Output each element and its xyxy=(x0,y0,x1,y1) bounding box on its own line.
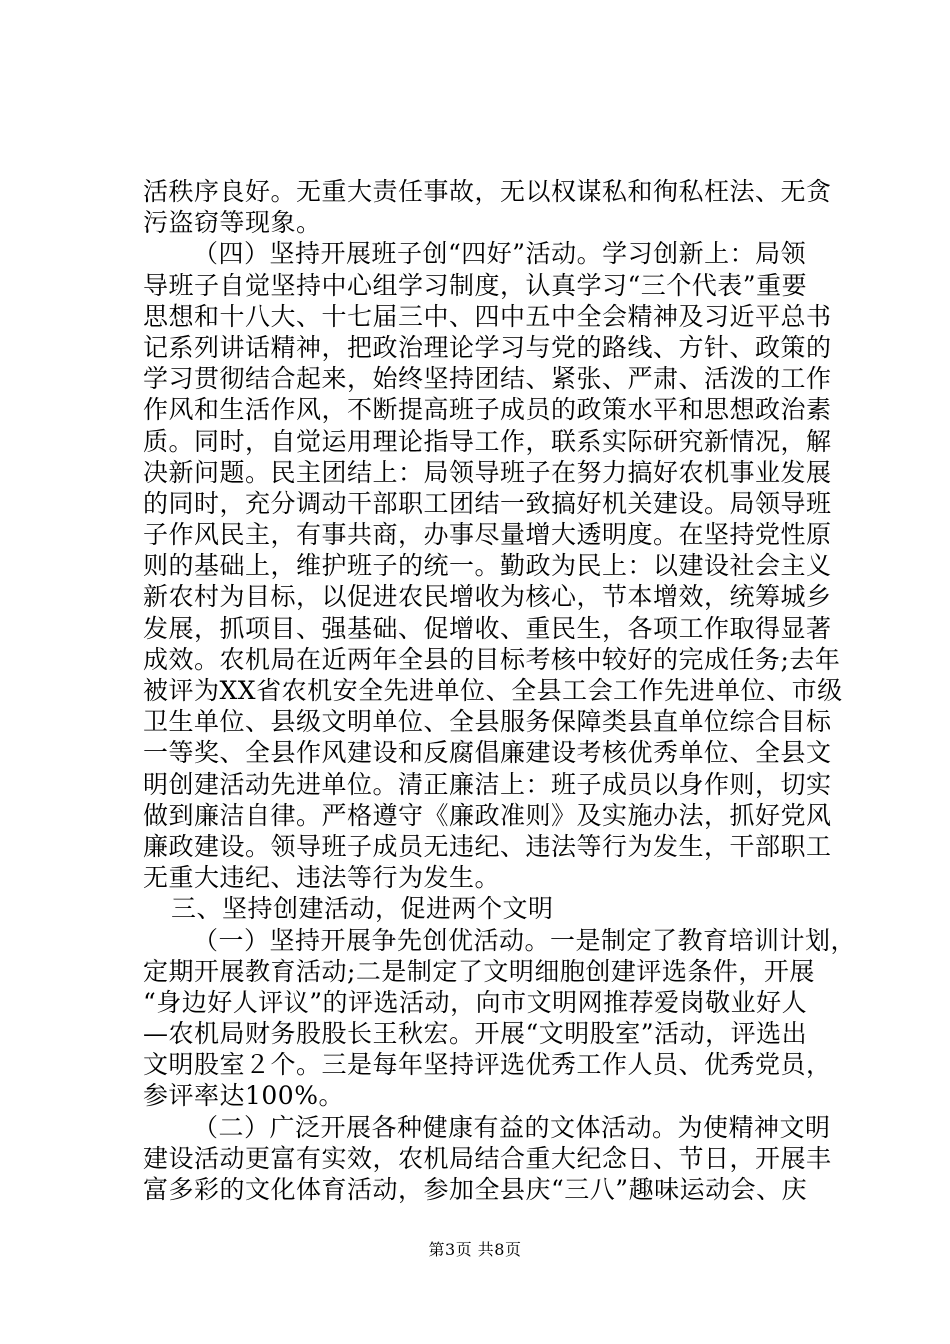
text-line: 污盗窃等现象。 xyxy=(143,208,322,238)
text-line: 子作风民主，有事共商，办事尽量增大透明度。在坚持党性原 xyxy=(143,520,832,550)
text-line: 廉政建设。领导班子成员无违纪、违法等行为发生，干部职工 xyxy=(143,831,832,861)
document-body xyxy=(143,176,857,1205)
text-line: 做到廉洁自律。严格遵守《廉政准则》及实施办法，抓好党风 xyxy=(143,800,832,830)
text-line: 的同时，充分调动干部职工团结一致搞好机关建设。局领导班 xyxy=(143,488,832,518)
text-line: 决新问题。民主团结上：局领导班子在努力搞好农机事业发展 xyxy=(143,457,832,487)
paragraph-start-line: （四）坚持开展班子创“四好”活动。学习创新上：局领 xyxy=(193,239,807,269)
text-line: —农机局财务股股长王秋宏。开展“文明股室”活动，评选出 xyxy=(143,1019,808,1049)
text-line: 定期开展教育活动;二是制定了文明细胞创建评选条件，开展 xyxy=(143,956,815,986)
paragraph-start-line: （一）坚持开展争先创优活动。一是制定了教育培训计划， xyxy=(193,925,857,955)
text-line: 卫生单位、县级文明单位、全县服务保障类县直单位综合目标 xyxy=(143,707,832,737)
section-heading: 三、坚持创建活动，促进两个文明 xyxy=(171,894,554,924)
text-line: 成效。农机局在近两年全县的目标考核中较好的完成任务;去年 xyxy=(143,644,841,674)
text-line: 明创建活动先进单位。清正廉洁上：班子成员以身作则，切实 xyxy=(143,769,832,799)
text-line: 活秩序良好。无重大责任事故，无以权谋私和徇私枉法、无贪 xyxy=(143,177,832,206)
text-line: 导班子自觉坚持中心组学习制度，认真学习“三个代表”重要 xyxy=(143,270,808,300)
text-line: 富多彩的文化体育活动，参加全县庆“三八”趣味运动会、庆 xyxy=(143,1175,808,1204)
text-line: 无重大违纪、违法等行为发生。 xyxy=(143,863,501,893)
text-line: 质。同时，自觉运用理论指导工作，联系实际研究新情况，解 xyxy=(143,426,832,456)
text-line: 作风和生活作风，不断提高班子成员的政策水平和思想政治素 xyxy=(143,395,832,425)
text-line: “身边好人评议”的评选活动，向市文明网推荐爱岗敬业好人 xyxy=(143,987,808,1017)
text-line: 则的基础上，维护班子的统一。勤政为民上：以建设社会主义 xyxy=(143,551,832,581)
paragraph-start-line: （二）广泛开展各种健康有益的文体活动。为使精神文明 xyxy=(193,1112,831,1142)
text-line: 学习贯彻结合起来，始终坚持团结、紧张、严肃、活泼的工作 xyxy=(143,364,832,394)
text-line: 被评为XX省农机安全先进单位、全县工会工作先进单位、市级 xyxy=(143,676,843,705)
text-line: 文明股室２个。三是每年坚持评选优秀工作人员、优秀党员， xyxy=(143,1050,832,1080)
page-number-footer: 第3页 共8页 xyxy=(428,1240,522,1259)
text-line: 思想和十八大、十七届三中、四中五中全会精神及习近平总书 xyxy=(143,301,832,331)
text-line: 新农村为目标，以促进农民增收为核心，节本增效，统筹城乡 xyxy=(143,582,832,612)
text-line: 发展，抓项目、强基础、促增收、重民生，各项工作取得显著 xyxy=(143,613,832,643)
text-line: 参评率达100%。 xyxy=(143,1081,344,1111)
text-line: 建设活动更富有实效，农机局结合重大纪念日、节日，开展丰 xyxy=(143,1143,832,1173)
text-line: 一等奖、全县作风建设和反腐倡廉建设考核优秀单位、全县文 xyxy=(143,738,832,768)
text-line: 记系列讲话精神，把政治理论学习与党的路线、方针、政策的 xyxy=(143,332,832,362)
